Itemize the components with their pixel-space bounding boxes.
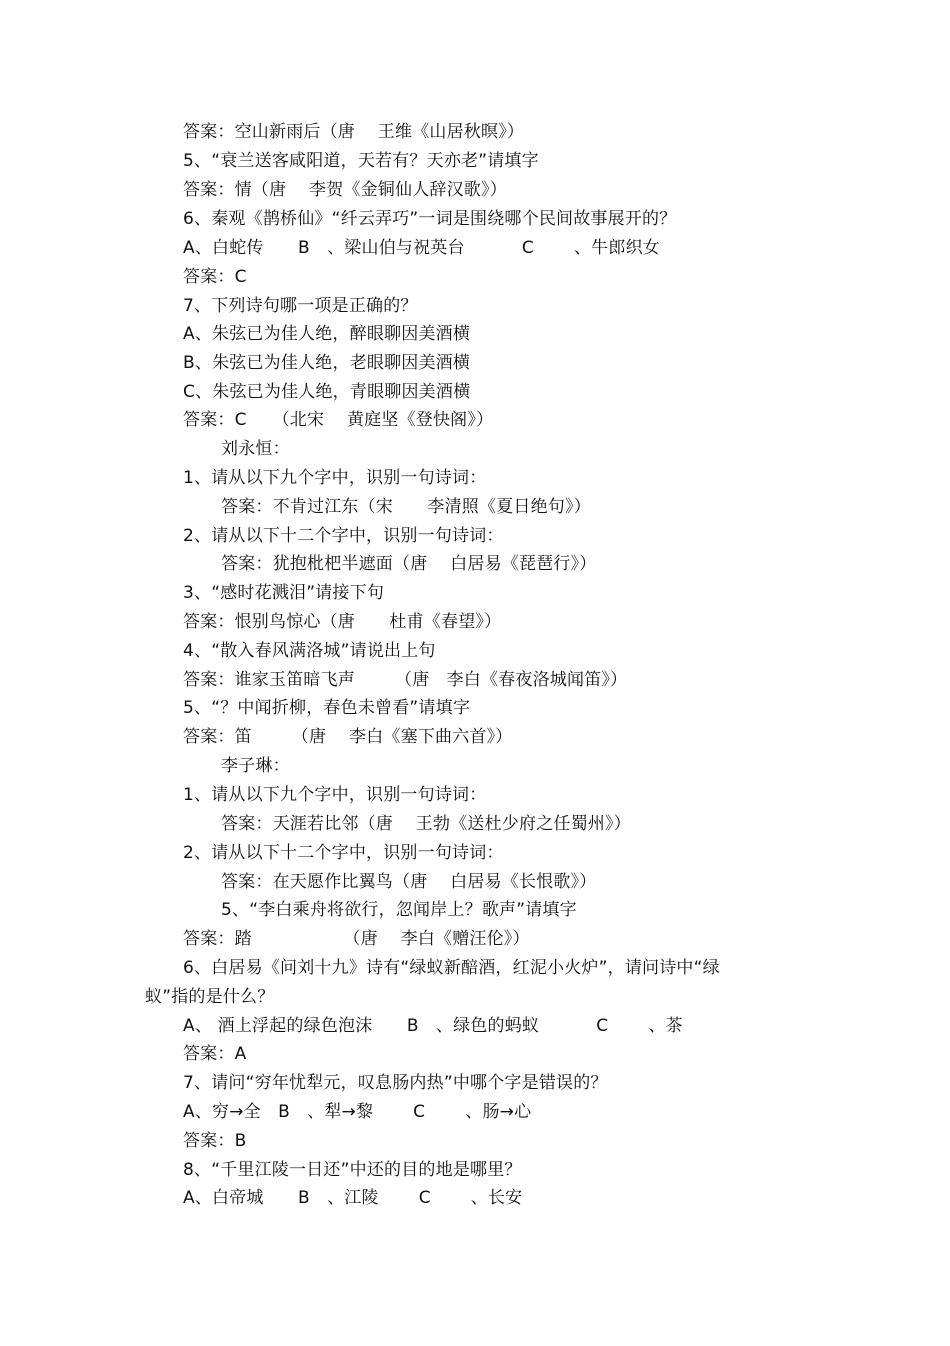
options-line: A、 酒上浮起的绿色泡沫 B 、绿色的蚂蚁 C 、茶 [183, 1016, 683, 1036]
answer-line: 答案：情（唐 李贺《金铜仙人辞汉歌》） [183, 180, 507, 200]
question-line: 1、请从以下九个字中，识别一句诗词： [183, 468, 487, 488]
answer-line: 答案：不肯过江东（宋 李清照《夏日绝句》） [221, 497, 591, 517]
option-line: C、朱弦已为佳人绝，青眼聊因美酒横 [183, 382, 471, 402]
answer-line: 答案：踏 （唐 李白《赠汪伦》） [183, 929, 530, 949]
question-line: 5、“衰兰送客咸阳道，天若有？天亦老”请填字 [183, 151, 539, 171]
options-line: A、白蛇传 B 、梁山伯与祝英台 C 、牛郎织女 [183, 238, 660, 258]
option-line: A、朱弦已为佳人绝，醉眼聊因美酒横 [183, 324, 471, 344]
question-line: 7、请问“穷年忧犁元，叹息肠内热”中哪个字是错误的？ [183, 1073, 608, 1093]
answer-line: 答案：A [183, 1044, 247, 1064]
answer-line: 答案：恨别鸟惊心（唐 杜甫《春望》） [183, 612, 502, 632]
question-line: 8、“千里江陵一日还”中还的目的地是哪里？ [183, 1160, 522, 1180]
option-line: B、朱弦已为佳人绝，老眼聊因美酒横 [183, 353, 471, 373]
question-line-continued: 蚁”指的是什么？ [145, 987, 275, 1007]
section-name: 李子琳： [221, 756, 290, 776]
answer-line: 答案：C （北宋 黄庭坚《登快阁》） [183, 410, 494, 430]
answer-line: 答案：笛 （唐 李白《塞下曲六首》） [183, 727, 513, 747]
answer-line: 答案：谁家玉笛暗飞声 （唐 李白《春夜洛城闻笛》） [183, 670, 628, 690]
section-name: 刘永恒： [221, 439, 290, 459]
answer-line: 答案：在天愿作比翼鸟（唐 白居易《长恨歌》） [221, 872, 597, 892]
options-line: A、白帝城 B 、江陵 C 、长安 [183, 1188, 523, 1208]
question-line: 2、请从以下十二个字中，识别一句诗词： [183, 843, 504, 863]
question-line: 5、“李白乘舟将欲行，忽闻岸上？歌声”请填字 [221, 900, 577, 920]
question-line: 4、“散入春风满洛城”请说出上句 [183, 641, 436, 661]
answer-line: 答案：C [183, 267, 247, 287]
question-line: 7、下列诗句哪一项是正确的？ [183, 296, 418, 316]
answer-line: 答案：B [183, 1131, 247, 1151]
answer-line: 答案：空山新雨后（唐 王维《山居秋暝》） [183, 122, 525, 142]
options-line: A、穷→全 B 、犁→黎 C 、肠→心 [183, 1102, 532, 1122]
answer-line: 答案：犹抱枇杷半遮面（唐 白居易《琵琶行》） [221, 554, 597, 574]
question-line: 1、请从以下九个字中，识别一句诗词： [183, 785, 487, 805]
question-line: 2、请从以下十二个字中，识别一句诗词： [183, 526, 504, 546]
answer-line: 答案：天涯若比邻（唐 王勃《送杜少府之任蜀州》） [221, 814, 631, 834]
question-line: 6、白居易《问刘十九》诗有“绿蚁新醅酒，红泥小火炉”，请问诗中“绿 [183, 958, 720, 978]
question-line: 3、“感时花溅泪”请接下句 [183, 583, 385, 603]
question-line: 5、“？中闻折柳，春色未曾看”请填字 [183, 698, 471, 718]
question-line: 6、秦观《鹊桥仙》“纤云弄巧”一词是围绕哪个民间故事展开的？ [183, 209, 677, 229]
